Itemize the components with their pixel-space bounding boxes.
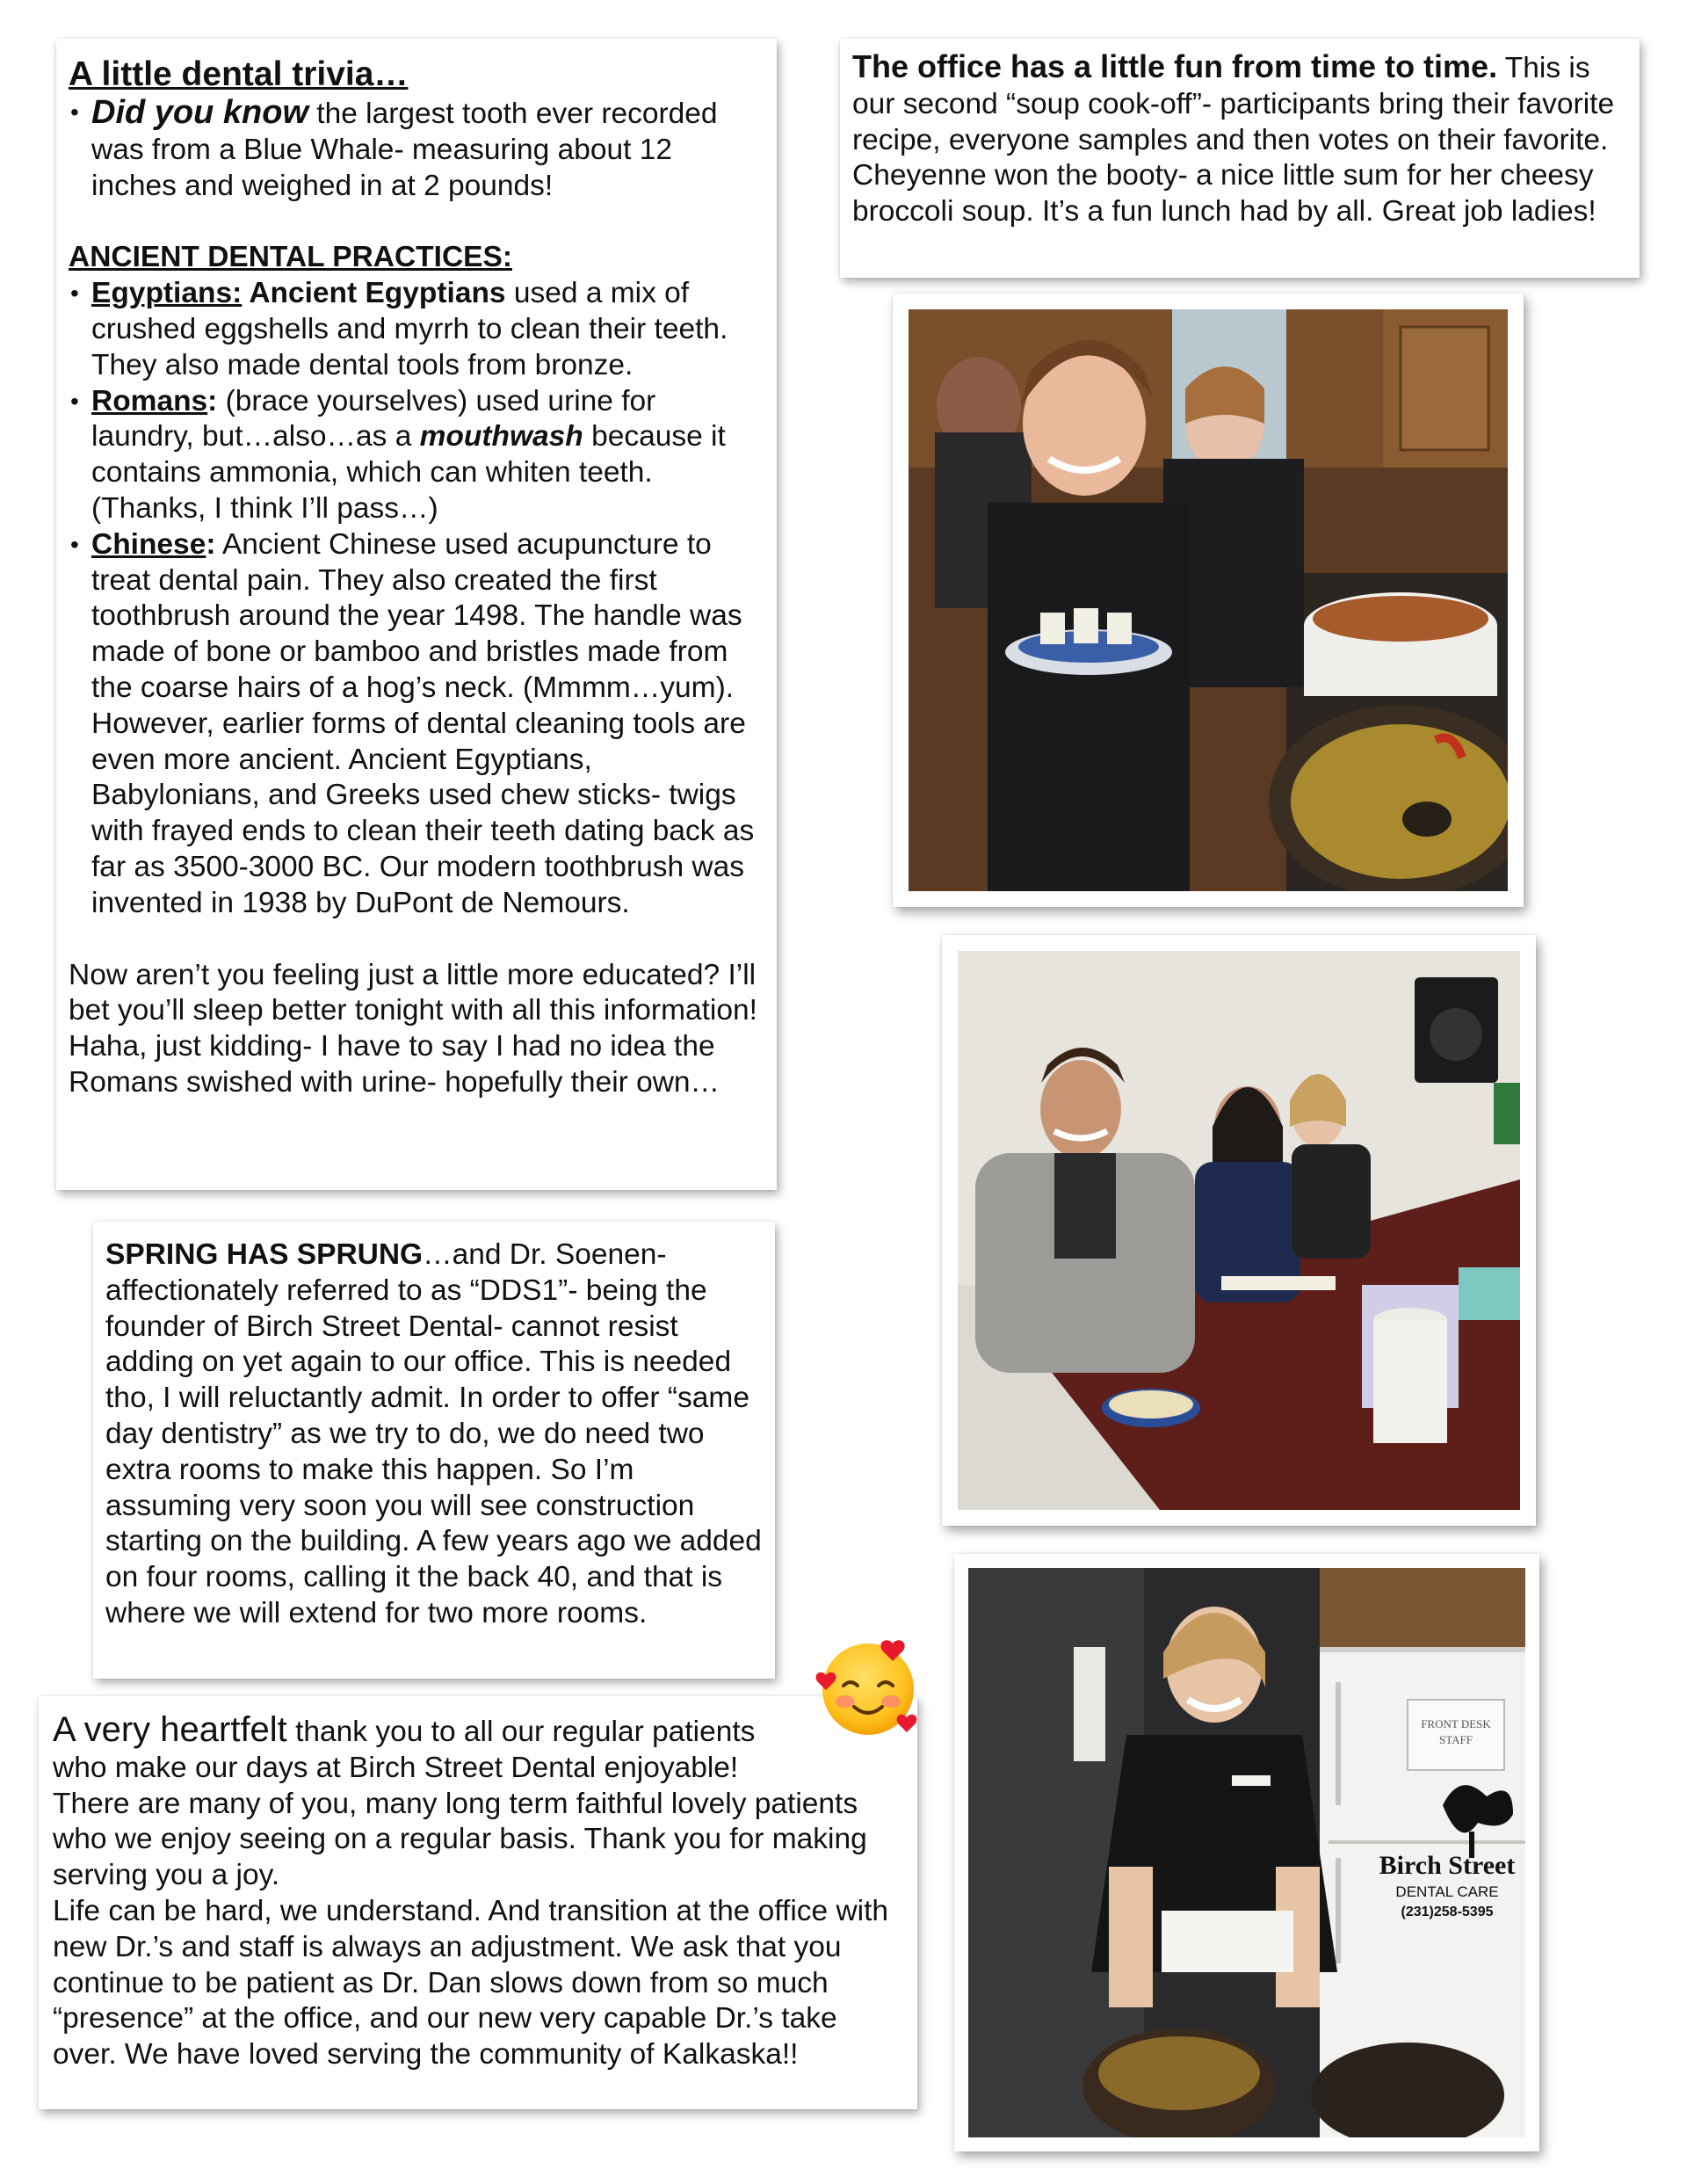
chinese-item [69,527,764,922]
thank-you-card [39,1696,917,2109]
photo-frame-soup-winner [954,1554,1539,2151]
spring-text: …and Dr. Soenen- affectionately referred to as “DDS1”- being the founder of Birch Street Dental- cannot resist adding on yet again to our office. This is needed tho, I will reluctantly admit. In order to offer “same day dentistry” as we try to do, we do need two extra rooms to make this happen. So I’m assuming very soon you will see construction starting on the building. A few years ago we added on four rooms, calling it the back 40, and that is where we will extend for two more rooms. [105,1238,762,1629]
did-you-know-text: the largest tooth ever recorded was from a Blue Whale- measuring about 12 inches and weighed in at 2 pounds! [91,98,718,202]
chinese-colon: : [206,527,216,561]
photo-soup-winner [968,1568,1525,2137]
egyptians-item [69,276,764,383]
fridge-logo-subtext: DENTAL CARE [1395,1883,1499,1900]
spring-card [93,1222,775,1679]
egyptians-label: Egyptians: [91,277,243,310]
trivia-fact-list [69,95,764,204]
trivia-title: A little dental trivia… [69,55,409,93]
thank-you-line1 [53,1712,903,1751]
trivia-closing: Now aren’t you feeling just a little more educated? I’ll bet you’ll sleep better tonight with all this information! Haha, just kidding- I have to say I had no idea the Romans swished with urine- hopefully their own… [69,958,757,1099]
thank-you-para2: There are many of you, many long term faithful lovely patients who we enjoy seeing on a regular basis. Thank you for making serving you a joy. [53,1787,867,1892]
ancient-practices-list [69,276,764,921]
did-you-know-label: Did you know [91,94,308,131]
office-fun-text: This is our second “soup cook-off”- participants bring their favorite recipe, everyone samples and then votes on their favorite. Cheyenne won the booty- a nice little sum for her cheesy broccoli soup. It’s a fun lunch had by all. Great job ladies! [852,52,1615,229]
romans-text-1: (brace yourselves) used urine for laundry, but…also…as a [91,384,656,453]
smiling-face-with-hearts-icon [815,1631,926,1742]
photo-frame-soup-tasting [893,294,1524,907]
office-fun-lead: The office has a little fun from time to time. [852,48,1498,84]
did-you-know-item [69,95,764,204]
fridge-sign-text: FRONT DESK [1421,1717,1491,1731]
trivia-card [56,39,777,1190]
svg-text:STAFF: STAFF [1439,1733,1473,1746]
photo-frame-table-lunch [942,935,1536,1526]
egyptians-bold: Ancient Egyptians [242,277,506,310]
romans-colon: : [207,384,218,417]
photo-soup-tasting [909,309,1508,891]
spring-lead: SPRING HAS SPRUNG [105,1238,424,1271]
thank-you-para3: Life can be hard, we understand. And transition at the office with new Dr.’s and staff is always an adjustment. We ask that you continue to be patient as Dr. Dan slows down from so much “presence” at the office, and our new very capable Dr.’s take over. We have loved serving the community of Kalkaska!! [53,1894,889,2072]
ancient-practices-heading: ANCIENT DENTAL PRACTICES: [69,241,512,274]
chinese-text: Ancient Chinese used acupuncture to treat dental pain. They also created the first toothbrush around the year 1498. The handle was made of bone or bamboo and bristles made from the coarse hairs of a hog’s neck. (Mmmm…yum). However, earlier forms of dental cleaning tools are even more ancient. Ancient Egyptians, Babylonians, and Greeks used chew sticks- twigs with frayed ends to clean their teeth dating back as far as 3500-3000 BC. Our modern toothbrush was invented in 1938 by DuPont de Nemours. [91,527,755,919]
romans-mouthwash: mouthwash [419,420,583,453]
romans-label: Romans [91,384,208,417]
romans-text-2: because it contains ammonia, which can whiten teeth. (Thanks, I think I’ll pass…) [91,420,726,525]
thank-you-line2: who make our days at Birch Street Dental enjoyable! [53,1751,739,1784]
chinese-label: Chinese [91,527,206,561]
fridge-phone-text: (231)258-5395 [1401,1905,1494,1919]
romans-item [69,384,764,527]
thank-you-line1-text: thank you to all our regular patients [286,1716,756,1748]
fridge-logo-text: Birch Street [1379,1851,1516,1880]
office-fun-card [840,39,1640,278]
egyptians-text: used a mix of crushed eggshells and myrrh to clean their teeth. They also made dental tools from bronze. [91,277,728,381]
photo-table-lunch [958,951,1520,1510]
thank-you-lead: A very heartfelt [53,1710,287,1749]
